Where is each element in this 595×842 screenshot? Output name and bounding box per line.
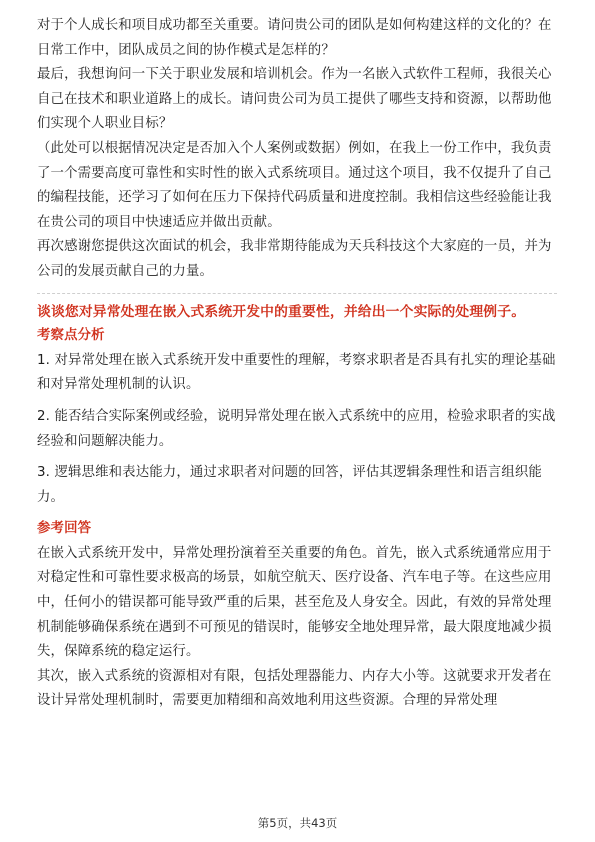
intro-paragraph-2: 最后，我想询问一下关于职业发展和培训机会。作为一名嵌入式软件工程师，我很关心自己在技术和职业道路上的成长。请问贵公司为员工提供了哪些支持和资源，以帮助他们实现个人职业目标？	[37, 67, 552, 132]
intro-paragraph-3: （此处可以根据情况决定是否加入个人案例或数据）例如，在我上一份工作中，我负责了一个需要高度可靠性和实时性的嵌入式系统项目。通过这个项目，我不仅提升了自己的编程技能，还学习了如何在压力下保持代码质量和进度控制。我相信这些经验能让我在贵公司的项目中快速适应并做出贡献。	[37, 140, 552, 230]
analysis-item-1: 1. 对异常处理在嵌入式系统开发中重要性的理解，考察求职者是否具有扎实的理论基础和对异常处理机制的认识。	[37, 352, 556, 393]
page-number: 第5页，共43页	[257, 816, 338, 830]
page-content	[37, 14, 557, 714]
analysis-title: 考察点分析	[37, 328, 105, 344]
answer-paragraph-1: 在嵌入式系统开发中，异常处理扮演着至关重要的角色。首先，嵌入式系统通常应用于对稳定性和可靠性要求极高的场景，如航空航天、医疗设备、汽车电子等。在这些应用中，任何小的错误都可能导致严重的后果，甚至危及人身安全。因此，有效的异常处理机制能够确保系统在遇到不可预见的错误时，能够安全地处理异常，最大限度地减少损失，保障系统的稳定运行。	[37, 545, 552, 660]
intro-paragraph-1: 对于个人成长和项目成功都至关重要。请问贵公司的团队是如何构建这样的文化的？在日常工作中，团队成员之间的协作模式是怎样的？	[37, 18, 552, 58]
section-divider	[37, 293, 557, 294]
answer-title: 参考回答	[37, 521, 92, 537]
question-heading: 谈谈您对异常处理在嵌入式系统开发中的重要性，并给出一个实际的处理例子。	[37, 303, 526, 320]
answer-paragraph-2: 其次，嵌入式系统的资源相对有限，包括处理器能力、内存大小等。这就要求开发者在设计异常处理机制时，需要更加精细和高效地利用这些资源。合理的异常处理	[37, 668, 552, 709]
analysis-item-2: 2. 能否结合实际案例或经验，说明异常处理在嵌入式系统中的应用，检验求职者的实战经验和问题解决能力。	[37, 408, 556, 449]
intro-paragraph-4: 再次感谢您提供这次面试的机会，我非常期待能成为天兵科技这个大家庭的一员，并为公司的发展贡献自己的力量。	[37, 239, 552, 279]
analysis-item-3: 3. 逻辑思维和表达能力，通过求职者对问题的回答，评估其逻辑条理性和语言组织能力。	[37, 465, 542, 505]
